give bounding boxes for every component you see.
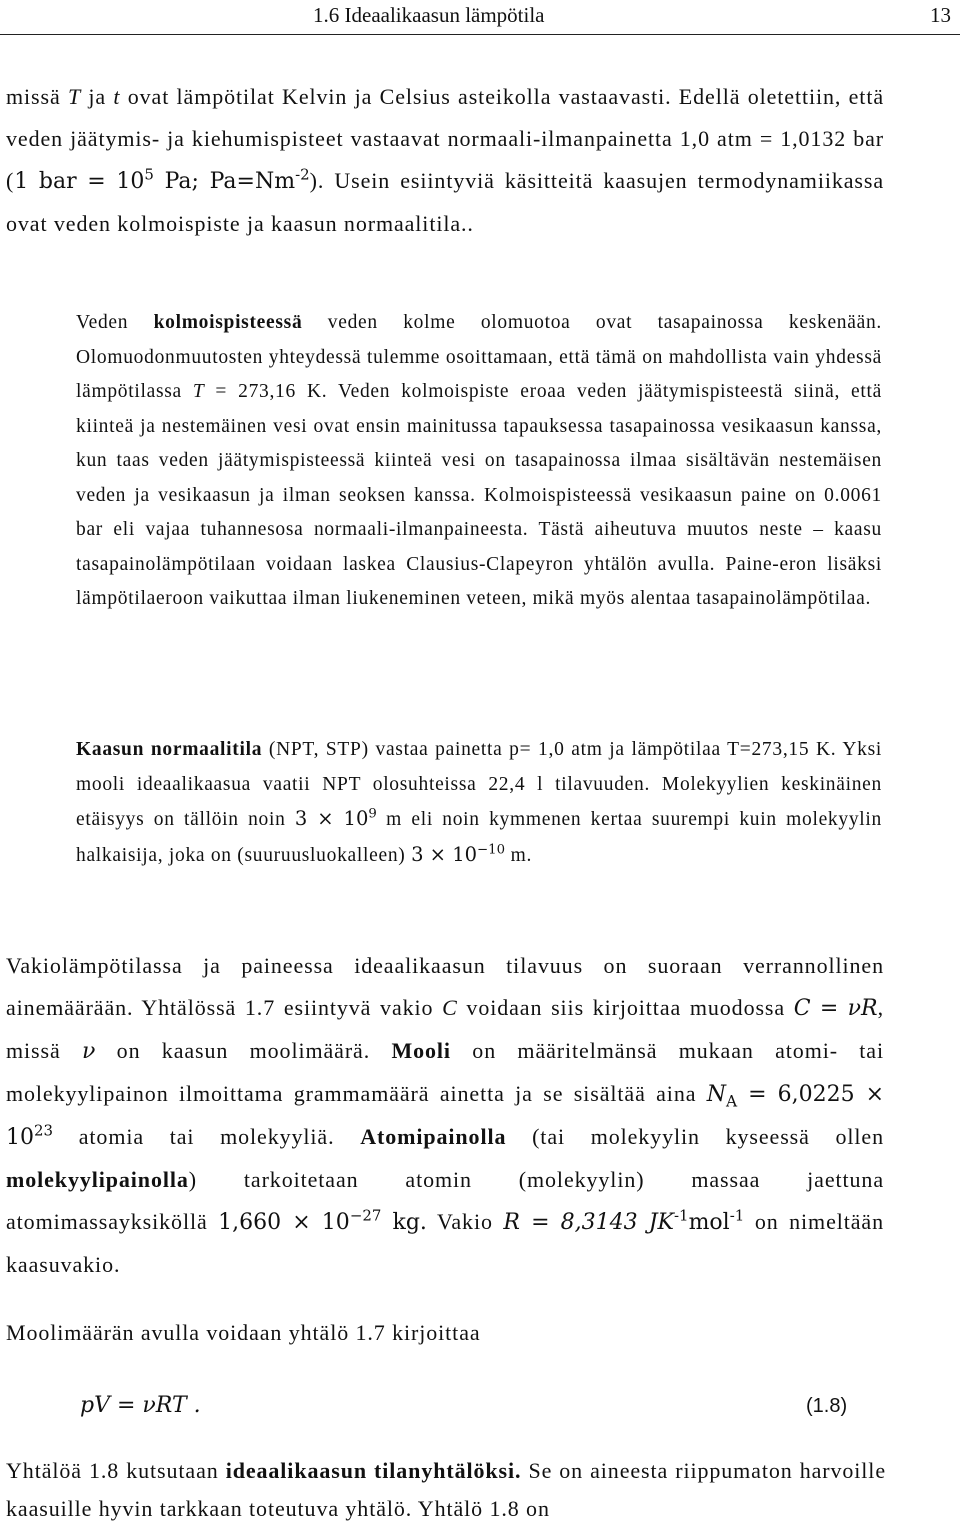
equation-number: (1.8) bbox=[806, 1395, 848, 1417]
equation-1-8: pV = νRT . bbox=[80, 1393, 201, 1418]
paragraph-intro: missä T ja t ovat lämpötilat Kelvin ja Celsius asteikolla vastaavasti. Edellä oletettiin, että veden jäätymis- ja kiehumispisteet vastaavat normaali-ilmanpainetta 1,0 atm = 1,0132 bar (1 bar = $10^5$ Pa; $Pa=Nm^{-2}$). Usein esiintyviä käsitteitä kaasujen termodynamiikassa ovat veden kolmoispiste ja kaasun normaalitila.. bbox=[6, 84, 884, 236]
paragraph-triple-point: Veden kolmoispisteessä veden kolme olomuotoa ovat tasapainossa keskenään. Olomuodonmuutosten yhteydessä tulemme osoittamaan, että tämä on mahdollista vain yhdessä lämpötilassa T = 273,16 K. Veden kolmoispiste eroaa veden jäätymispisteestä siinä, että kiinteä ja nestemäinen vesi ovat ensin mainitussa tapauksessa tasapainossa vesikaasun kanssa, kun taas veden jäätymispisteessä kiinteä vesi on tasapainossa ilmaa sisältävän nestemäisen veden ja vesikaasun ja ilman seoksen kanssa. Kolmoispisteessä vesikaasun paine on 0.0061 bar eli vajaa tuhannesosa normaali-ilmanpaineesta. Tästä aiheutuva muutos neste – kaasu tasapainolämpötilaan voidaan laskea Clausius-Clapeyron yhtälön avulla. Paine-eron lisäksi lämpötilaeroon vaikuttaa ilman liukeneminen veteen, mikä myös alentaa tasapainolämpötilaa. bbox=[76, 312, 882, 609]
page-header bbox=[0, 0, 960, 35]
page-number: 13 bbox=[930, 3, 951, 27]
paragraph-state-equation: Yhtälöä 1.8 kutsutaan ideaalikaasun tilanyhtälöksi. Se on aineesta riippumaton harvoille kaasuille hyvin tarkkaan toteutuva yhtälö. Yhtälö 1.8 on bbox=[6, 1458, 886, 1521]
section-title: 1.6 Ideaalikaasun lämpötila bbox=[313, 3, 545, 27]
paragraph-mole: Vakiolämpötilassa ja paineessa ideaalikaasun tilavuus on suoraan verrannollinen ainemäärään. Yhtälössä 1.7 esiintyvä vakio C voidaan siis kirjoittaa muodossa C = νR, missä ν on kaasun moolimäärä. Mooli on määritelmänsä mukaan atomi- tai molekyylipainon ilmoittama grammamäärä ainetta ja se sisältää aina $N_A = 6,0225 \times 10^{23}$ atomia tai molekyyliä. Atomipainolla (tai molekyylin kyseessä ollen molekyylipainolla) tarkoitetaan atomin (molekyylin) massaa jaettuna atomimassayksiköllä $1,660 \times 10^{-27}$ kg. Vakio R = 8,3143 $JK^{-1}mol^{-1}$ on nimeltään kaasuvakio. bbox=[6, 953, 885, 1277]
paragraph-moles-intro: Moolimäärän avulla voidaan yhtälö 1.7 kirjoittaa bbox=[6, 1320, 481, 1345]
paragraph-normal-state: Kaasun normaalitila (NPT, STP) vastaa painetta p= 1,0 atm ja lämpötilaa T=273,15 K. Yksi mooli ideaalikaasua vaatii NPT olosuhteissa 22,4 l tilavuuden. Molekyylien keskinäinen etäisyys on tällöin noin $3 \times 10^9$ m eli noin kymmenen kertaa suurempi kuin molekyylin halkaisija, joka on (suuruusluokalleen) $3 \times 10^{-10}$ m. bbox=[76, 739, 883, 866]
